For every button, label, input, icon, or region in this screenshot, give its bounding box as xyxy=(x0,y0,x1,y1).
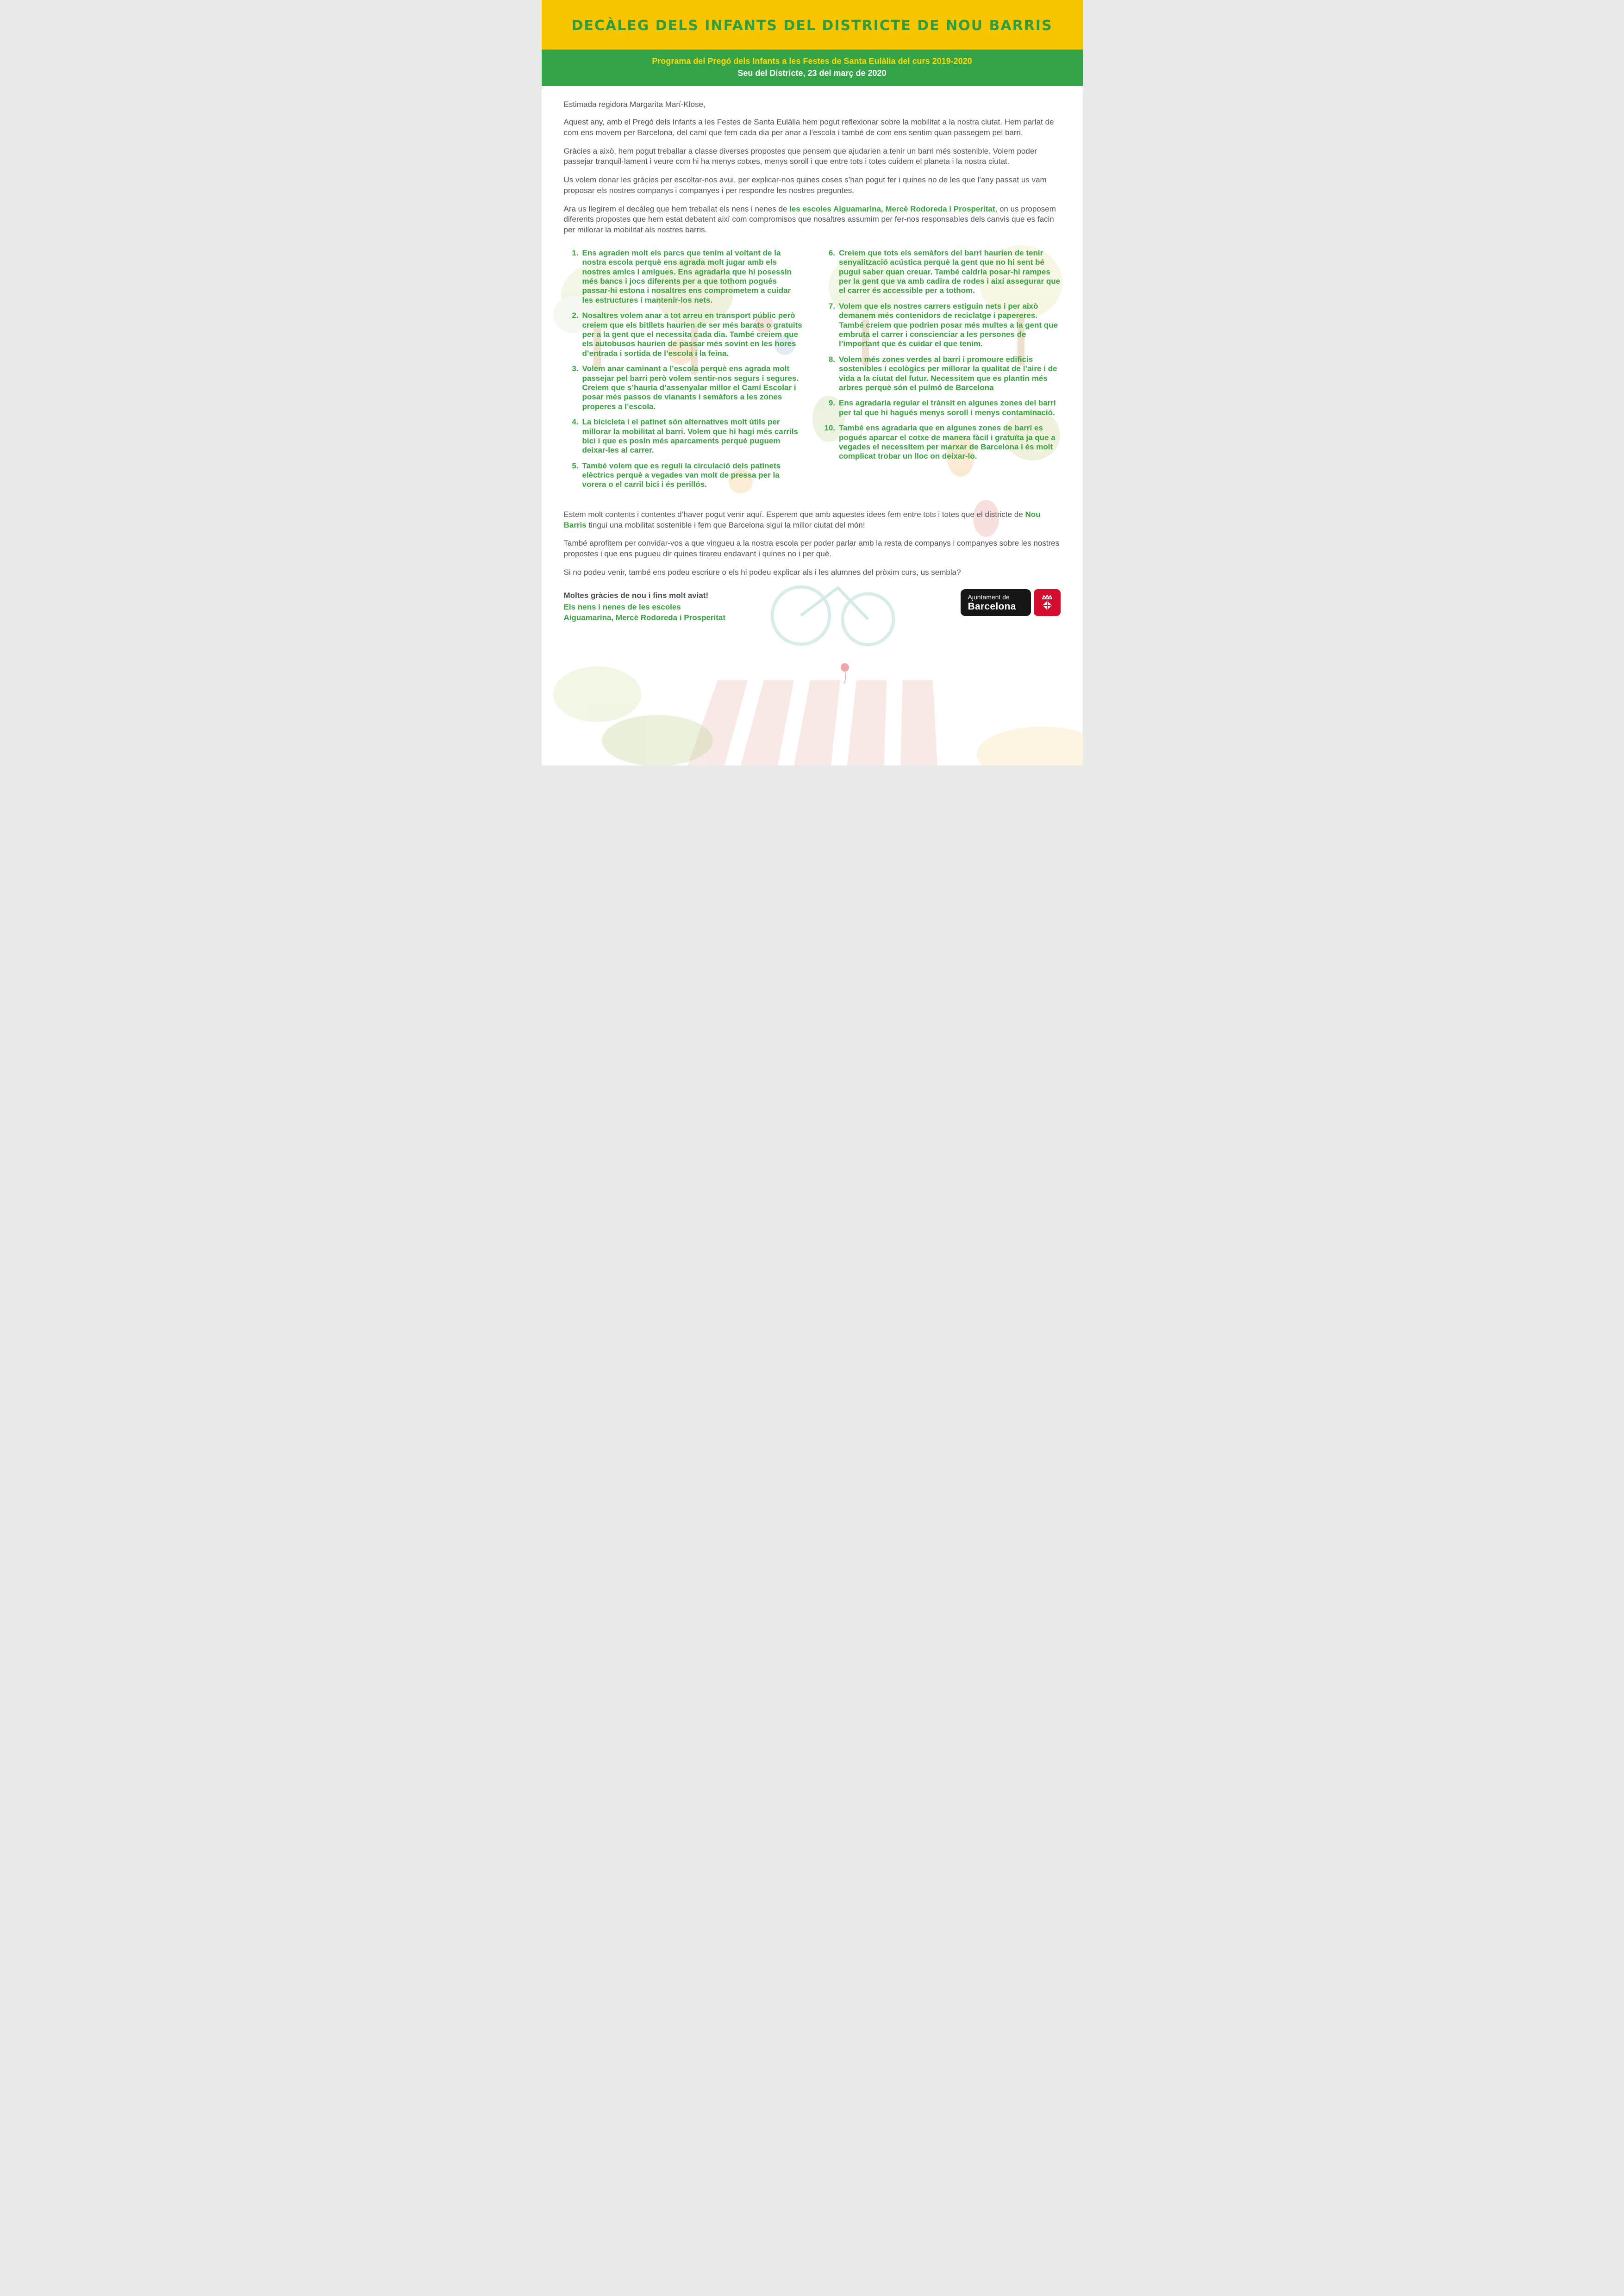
closing-1-text: Estem molt contents i contentes d’haver pogut venir aquí. Esperem que amb aquestes idees fem entre tots i totes que el districte de xyxy=(563,510,1025,519)
item-number: 3. xyxy=(572,364,579,373)
list-item xyxy=(564,311,804,358)
decaleg-column-left xyxy=(564,249,804,496)
closing-1-text-after: tingui una mobilitat sostenible i fem que Barcelona sigui la millor ciutat del món! xyxy=(586,520,865,529)
list-item xyxy=(820,398,1061,417)
item-text: També volem que es reguli la circulació dels patinets elèctrics perquè a vegades van molt de pressa per la vorera o el carril bici i és perillós. xyxy=(582,461,781,489)
list-item xyxy=(564,461,804,490)
venue-date-line: Seu del Districte, 23 del març de 2020 xyxy=(737,68,887,78)
closing-paragraph-1 xyxy=(564,510,1061,531)
item-text: Volem que els nostres carrers estiguin nets i per això demanem més contenidors de reciclatge i papereres. També creiem que podrien posar més multes a la gent que embruta el carrer i conscienciar a les persones de l’important que és cuidar el que tenim. xyxy=(839,301,1058,348)
item-text: Creiem que tots els semàfors del barri haurien de tenir senyalització acústica perquè la gent que no hi sent bé pugui saber quan creuar. També caldria posar-hi rampes per la gent que va amb cadira de rodes i així assegurar que el carrer és accessible per a tothom. xyxy=(839,248,1061,295)
list-item xyxy=(564,364,804,411)
decaleg-column-right xyxy=(820,249,1061,496)
signature-block xyxy=(564,591,726,623)
item-number: 2. xyxy=(572,311,579,320)
logo-line-1: Ajuntament de xyxy=(968,593,1010,601)
item-number: 10. xyxy=(824,423,835,433)
program-line: Programa del Pregó dels Infants a les Festes de Santa Eulàlia del curs 2019-2020 xyxy=(652,56,972,66)
paragraph-4-text: Ara us llegirem el decàleg que hem treballat els nens i nenes de xyxy=(563,204,790,213)
item-text: Ens agradaria regular el trànsit en algunes zones del barri per tal que hi hagués menys soroll i menys contaminació. xyxy=(839,398,1056,417)
list-item xyxy=(820,423,1061,461)
item-text: Volem més zones verdes al barri i promoure edificis sostenibles i ecològics per millorar la qualitat de l’aire i de vida a la ciutat del futur. Necessitem que es plantin més arbres perquè són el pulmó de Barcelona xyxy=(839,355,1057,392)
list-item xyxy=(564,249,804,305)
item-number: 7. xyxy=(828,301,835,311)
barcelona-coat-of-arms-icon xyxy=(1034,589,1061,616)
page-title: DECÀLEG DELS INFANTS DEL DISTRICTE DE NOU BARRIS xyxy=(571,18,1053,34)
list-item xyxy=(820,355,1061,393)
list-item xyxy=(820,249,1061,296)
header-band xyxy=(542,0,1083,50)
schools-highlight: les escoles Aiguamarina, Mercè Rodoreda i Prosperitat xyxy=(789,204,995,213)
letter-body xyxy=(542,100,1083,623)
paragraph-4-text-after: , on us proposem diferents propostes que hem estat debatent així com compromisos que nosaltres assumim per fer-nos responsables dels canvis que es facin per millorar la mobilitat als nostres barris. xyxy=(563,204,1056,235)
nou-barris-highlight: Nou Barris xyxy=(563,510,1041,529)
signature-line-1: Els nens i nenes de les escoles xyxy=(563,602,681,611)
item-number: 4. xyxy=(572,417,579,427)
item-number: 8. xyxy=(828,355,835,364)
logo-line-2: Barcelona xyxy=(968,601,1016,612)
footer xyxy=(564,591,1061,623)
item-number: 6. xyxy=(828,248,835,257)
item-text: Ens agraden molt els parcs que tenim al voltant de la nostra escola perquè ens agrada molt jugar amb els nostres amics i amigues. Ens agradaria que hi posessin més bancs i jocs diferents per a que tothom pogués passar-hi estona i nosaltres ens comprometem a cuidar les estructures i mantenir-los nets. xyxy=(582,248,792,305)
item-number: 5. xyxy=(572,461,579,470)
logo-wordmark xyxy=(961,589,1031,616)
list-item xyxy=(564,417,804,455)
paragraph-2: Gràcies a això, hem pogut treballar a classe diverses propostes que pensem que ajudarien a tenir un barri més sostenible. Volem poder passejar tranquil·lament i veure com hi ha menys cotxes, menys soroll i que entre tots i totes cuidem el planeta i la nostra ciutat. xyxy=(563,146,1037,166)
item-text: La bicicleta i el patinet són alternatives molt útils per millorar la mobilitat al barri. Volem que hi hagi més carrils bici i que es posin més aparcaments perquè puguem deixar-les al carrer. xyxy=(582,417,798,455)
paragraph-4 xyxy=(564,204,1061,236)
salutation: Estimada regidora Margarita Marí-Klose, xyxy=(563,100,706,109)
item-number: 9. xyxy=(828,398,835,408)
signature-lines xyxy=(564,602,726,623)
decaleg-list xyxy=(564,249,1061,496)
signature-line-2: Aiguamarina, Mercè Rodoreda i Prosperitat xyxy=(563,613,726,622)
document-page xyxy=(542,0,1083,765)
paragraph-3: Us volem donar les gràcies per escoltar-nos avui, per explicar-nos quines coses s’han pogut fer i quines no de les que l’any passat us vam proposar els nostres companys i companyes i per respondre les nostres preguntes. xyxy=(563,175,1047,195)
item-text: Volem anar caminant a l’escola perquè ens agrada molt passejar pel barri però volem sentir-nos segurs i segures. Creiem que s’hauria d’assenyalar millor el Camí Escolar i posar més passos de vianants i semàfors a les zones properes a l’escola. xyxy=(582,364,799,411)
closing-paragraph-3: Si no podeu venir, també ens podeu escriure o els hi podeu explicar als i les alumnes del pròxim curs, us sembla? xyxy=(563,567,961,577)
item-text: Nosaltres volem anar a tot arreu en transport públic però creiem que els bitllets haurien de ser més barats o gratuïts per a la gent que el necessita cada dia. També creiem que els autobusos haurien de passar més sovint en les hores d’entrada i sortida de l’escola i la feina. xyxy=(582,311,802,358)
paragraph-1: Aquest any, amb el Pregó dels Infants a les Festes de Santa Eulàlia hem pogut reflexionar sobre la mobilitat a la nostra ciutat. Hem parlat de com ens movem per Barcelona, del camí que fem cada dia per anar a l’escola i també de com ens sentim quan passegem pel barri. xyxy=(563,118,1054,137)
item-text: També ens agradaria que en algunes zones de barri es pogués aparcar el cotxe de manera fàcil i gratuïta ja que a vegades el necessitem per marxar de Barcelona i és molt complicat trobar un lloc on deixar-lo. xyxy=(839,423,1056,461)
thanks-line: Moltes gràcies de nou i fins molt aviat! xyxy=(563,591,709,600)
ajuntament-barcelona-logo xyxy=(961,589,1061,616)
item-number: 1. xyxy=(572,248,579,257)
closing-section xyxy=(564,510,1061,578)
list-item xyxy=(820,302,1061,349)
program-band xyxy=(542,50,1083,86)
closing-paragraph-2: També aprofitem per convidar-vos a que vingueu a la nostra escola per poder parlar amb la resta de companys i companyes sobre les nostres propostes i que ens pugueu dir quines tirareu endavant i quines no i per què. xyxy=(563,539,1060,559)
